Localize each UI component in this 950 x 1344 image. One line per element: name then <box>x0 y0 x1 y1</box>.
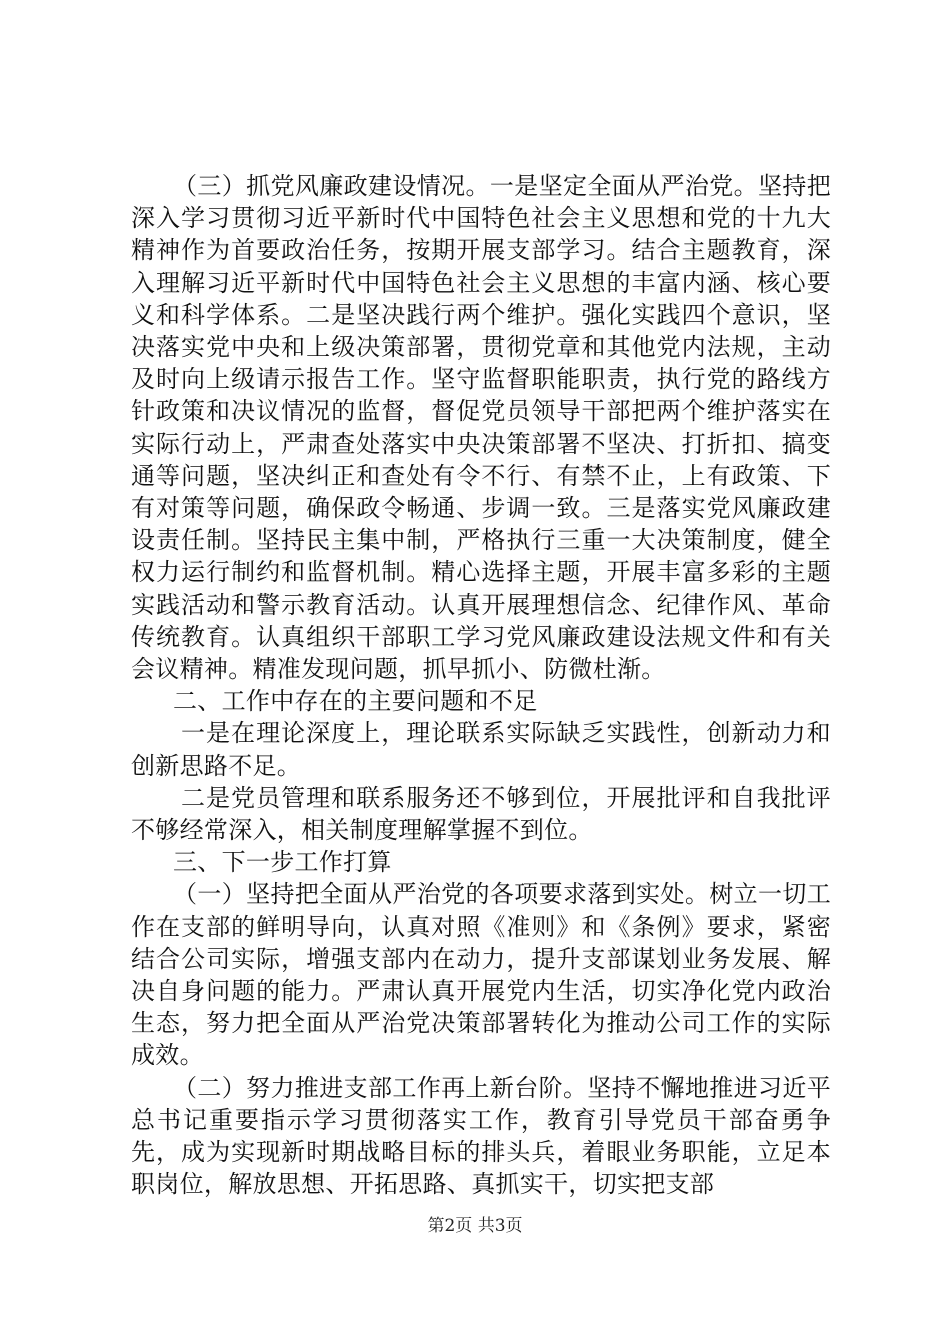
heading-next-steps: 三、下一步工作打算 <box>173 848 392 877</box>
paragraph-problem-two: 二是党员管理和联系服务还不够到位，开展批评和自我批评不够经常深入，相关制度理解掌握不到位。 <box>131 783 831 845</box>
heading-problems: 二、工作中存在的主要问题和不足 <box>173 687 538 716</box>
document-body <box>131 170 831 1201</box>
page-number-footer: 第2页 共3页 <box>427 1216 523 1236</box>
paragraph-next-step-two: （二）努力推进支部工作再上新台阶。坚持不懈地推进习近平总书记重要指示学习贯彻落实工作，教育引导党员干部奋勇争先，成为实现新时期战略目标的排头兵，着眼业务职能，立足本职岗位，解放思想、开拓思路、真抓实干，切实把支部 <box>131 1073 831 1199</box>
paragraph-problem-one: 一是在理论深度上，理论联系实际缺乏实践性，创新动力和创新思路不足。 <box>131 719 831 780</box>
paragraph-next-step-one: （一）坚持把全面从严治党的各项要求落到实处。树立一切工作在支部的鲜明导向，认真对照《准则》和《条例》要求，紧密结合公司实际，增强支部内在动力，提升支部谋划业务发展、解决自身问题的能力。严肃认真开展党内生活，切实净化党内政治生态，努力把全面从严治党决策部署转化为推动公司工作的实际成效。 <box>131 880 831 1070</box>
paragraph-party-integrity: （三）抓党风廉政建设情况。一是坚定全面从严治党。坚持把深入学习贯彻习近平新时代中国特色社会主义思想和党的十九大精神作为首要政治任务，按期开展支部学习。结合主题教育，深入理解习近平新时代中国特色社会主义思想的丰富内涵、核心要义和科学体系。二是坚决践行两个维护。强化实践四个意识，坚决落实党中央和上级决策部署，贯彻党章和其他党内法规，主动及时向上级请示报告工作。坚守监督职能职责，执行党的路线方针政策和决议情况的监督，督促党员领导干部把两个维护落实在实际行动上，严肃查处落实中央决策部署不坚决、打折扣、搞变通等问题，坚决纠正和查处有令不行、有禁不止，上有政策、下有对策等问题，确保政令畅通、步调一致。三是落实党风廉政建设责任制。坚持民主集中制，严格执行三重一大决策制度，健全权力运行制约和监督机制。精心选择主题，开展丰富多彩的主题实践活动和警示教育活动。认真开展理想信念、纪律作风、革命传统教育。认真组织干部职工学习党风廉政建设法规文件和有关会议精神。精准发现问题，抓早抓小、防微杜渐。 <box>131 172 831 684</box>
